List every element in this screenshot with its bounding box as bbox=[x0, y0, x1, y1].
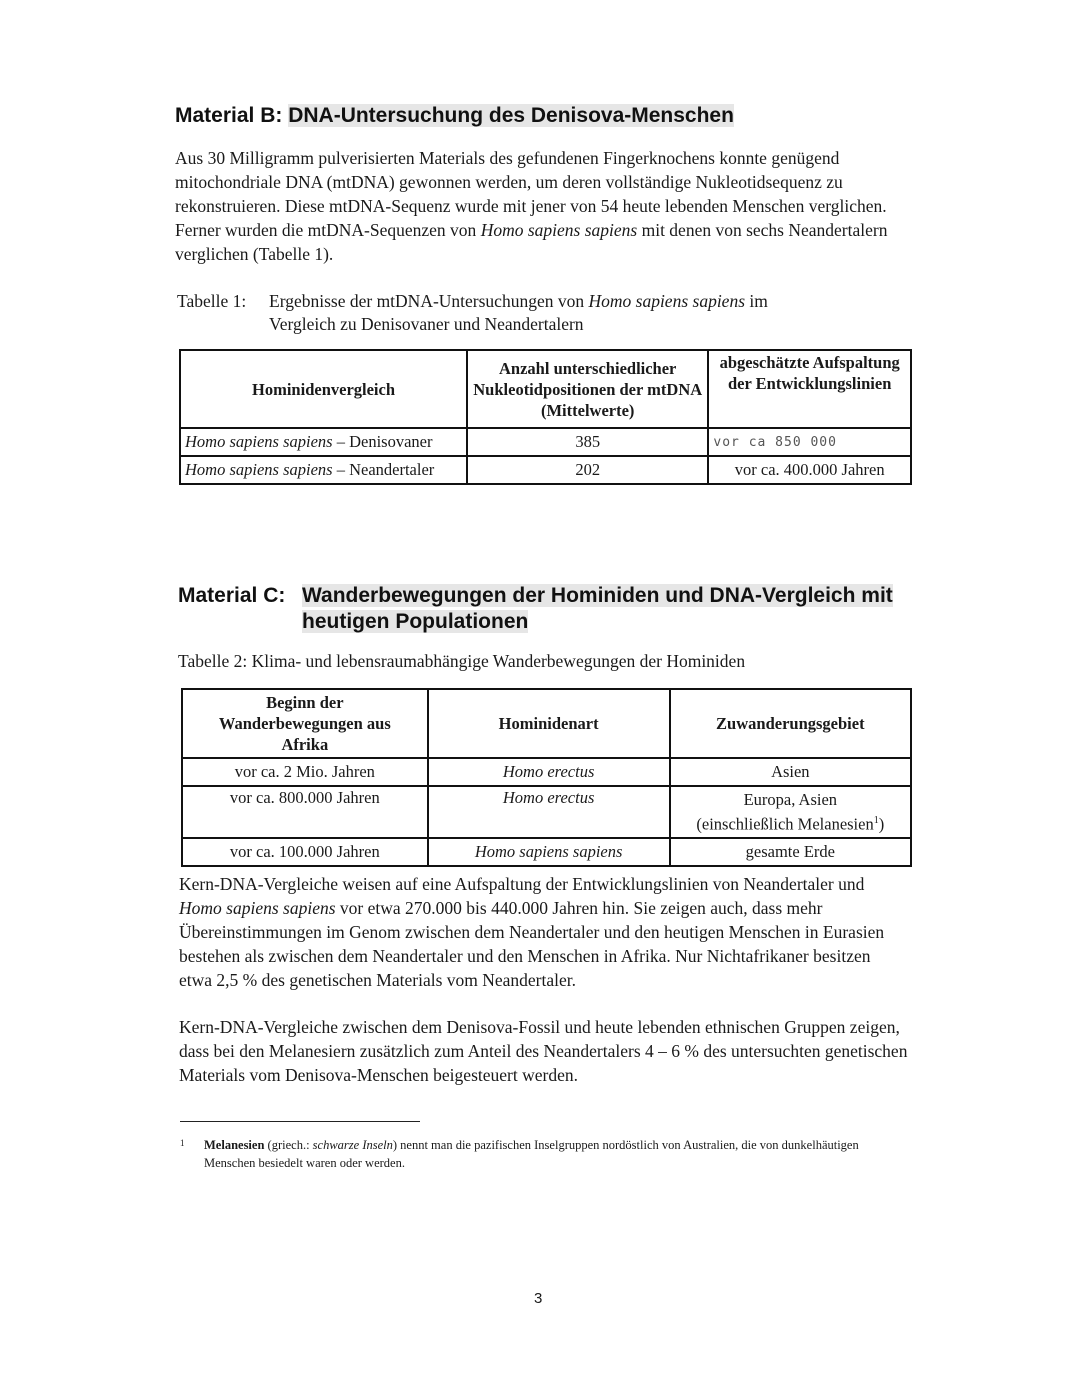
species-name: Homo sapiens sapiens bbox=[185, 432, 333, 451]
table-row bbox=[180, 456, 911, 484]
footnote bbox=[180, 1136, 900, 1172]
footnote-text bbox=[180, 1136, 900, 1172]
table-cell bbox=[670, 786, 911, 838]
table-2-header: Hominidenart bbox=[428, 689, 670, 758]
paragraph-text: Aus 30 Milligramm pulverisierten Materials des gefundenen Fingerknochens konnte genügend mitochondriale DNA (mtDNA) gewonnen werden, um deren vollständige Nukleotidsequenz zu rekonstruieren. Diese mtDNA-Sequenz wurde mit jener von 54 heute lebenden Menschen verglichen. Ferner wurden die mtDNA-Sequenzen von bbox=[175, 148, 887, 240]
partner-name: – Denisovaner bbox=[332, 432, 433, 451]
table-1-caption bbox=[177, 290, 897, 336]
material-b-heading bbox=[175, 103, 734, 128]
table-cell bbox=[180, 428, 467, 456]
table-1-header: Hominidenvergleich bbox=[180, 350, 467, 428]
material-c-paragraph-2: Kern-DNA-Vergleiche zwischen dem Denisova-Fossil und heute lebenden ethnischen Gruppen zeigen, dass bei den Melanesiern zusätzlich zum Anteil des Neandertalers 4 – 6 % des untersuchten genetischen Materials vom Denisova-Menschen beigesteuert werden. bbox=[179, 1017, 908, 1085]
area-line-2 bbox=[675, 810, 906, 835]
table-row bbox=[180, 428, 911, 456]
caption-species: Homo sapiens sapiens bbox=[588, 291, 746, 311]
species-name: Homo sapiens sapiens bbox=[185, 460, 333, 479]
paragraph-text: mit denen von sechs Neandertalern verglichen (Tabelle 1). bbox=[175, 220, 888, 264]
material-c-title-line-1: Wanderbewegungen der Hominiden und DNA-Vergleich mit bbox=[302, 584, 893, 607]
table-2 bbox=[181, 688, 912, 867]
table-row bbox=[182, 758, 911, 786]
caption-text: Ergebnisse der mtDNA-Untersuchungen von bbox=[269, 291, 589, 311]
species-name: Homo sapiens sapiens bbox=[474, 842, 623, 861]
paragraph-text: Kern-DNA-Vergleiche weisen auf eine Aufspaltung der Entwicklungslinien von Neandertaler und bbox=[179, 874, 865, 894]
table-cell bbox=[428, 786, 670, 838]
paragraph-text: vor etwa 270.000 bis 440.000 Jahren hin. Sie zeigen auch, dass mehr Übereinstimmungen im Genom zwischen dem Neandertaler und den heutigen Menschen in Eurasien bestehen als zwischen dem Neandertaler und den Menschen in Afrika. Nur Nichtafrikaner besitzen etwa 2,5 % des genetischen Materials vom Neandertaler. bbox=[179, 898, 885, 990]
material-c-heading bbox=[178, 583, 893, 608]
material-b-label: Material B: bbox=[175, 104, 283, 127]
table-2-header-row bbox=[182, 689, 911, 758]
table-cell: 385 bbox=[467, 428, 708, 456]
footnote-reference: 1 bbox=[873, 815, 879, 827]
material-c-title-line-2: heutigen Populationen bbox=[302, 610, 529, 633]
footnote-mark: 1 bbox=[180, 1138, 185, 1148]
table-cell bbox=[428, 758, 670, 786]
caption-line-2: Vergleich zu Denisovaner und Neandertalern bbox=[269, 314, 584, 334]
table-row bbox=[182, 786, 911, 838]
table-cell: gesamte Erde bbox=[670, 838, 911, 866]
footnote-divider bbox=[180, 1121, 420, 1122]
material-b-paragraph bbox=[175, 146, 915, 266]
table-cell: vor ca. 100.000 Jahren bbox=[182, 838, 428, 866]
area-text: (einschließlich Melanesien bbox=[696, 814, 874, 834]
paragraph-species: Homo sapiens sapiens bbox=[480, 220, 638, 240]
table-cell bbox=[180, 456, 467, 484]
table-cell: vor ca. 2 Mio. Jahren bbox=[182, 758, 428, 786]
table-1 bbox=[179, 349, 912, 485]
material-c-label: Material C: bbox=[178, 584, 286, 607]
table-2-caption: Tabelle 2: Klima- und lebensraumabhängige Wanderbewegungen der Hominiden bbox=[178, 651, 746, 671]
table-1-header: abgeschätzte Aufspaltung der Entwicklungslinien bbox=[708, 350, 911, 428]
footnote-term: Melanesien bbox=[204, 1138, 265, 1152]
table-cell: vor ca. 400.000 Jahren bbox=[708, 456, 911, 484]
table-cell: vor ca. 800.000 Jahren bbox=[182, 786, 428, 838]
partner-name: – Neandertaler bbox=[332, 460, 435, 479]
table-cell bbox=[428, 838, 670, 866]
species-name: Homo erectus bbox=[502, 762, 595, 781]
footnote-part: (griech.: bbox=[264, 1138, 313, 1152]
material-b-title: DNA-Untersuchung des Denisova-Menschen bbox=[288, 104, 734, 127]
material-c-paragraph-1 bbox=[179, 872, 901, 992]
handwritten-entry: vor ca 850 000 bbox=[708, 428, 911, 456]
table-2-header: Zuwanderungsgebiet bbox=[670, 689, 911, 758]
table-cell: Asien bbox=[670, 758, 911, 786]
table-row bbox=[182, 838, 911, 866]
material-c-heading-line-2 bbox=[302, 609, 528, 634]
table-1-header-row bbox=[180, 350, 911, 428]
table-1-label: Tabelle 1: bbox=[177, 291, 247, 311]
paragraph-species: Homo sapiens sapiens bbox=[179, 898, 336, 918]
area-text: ) bbox=[878, 814, 885, 834]
species-name: Homo erectus bbox=[502, 788, 595, 807]
table-cell: 202 bbox=[467, 456, 708, 484]
table-2-header: Beginn der Wanderbewegungen aus Afrika bbox=[182, 689, 428, 758]
table-1-header: Anzahl unterschiedlicher Nukleotidpositionen der mtDNA (Mittelwerte) bbox=[467, 350, 708, 428]
footnote-part: ) nennt man die pazifischen Inselgruppen nordöstlich von Australien, die von dunkelhäutigen Menschen besiedelt waren oder werden. bbox=[204, 1138, 859, 1170]
area-line-1: Europa, Asien bbox=[743, 790, 838, 810]
footnote-translation: schwarze Inseln bbox=[312, 1138, 393, 1152]
caption-text: im bbox=[745, 291, 768, 311]
page-number: 3 bbox=[534, 1290, 543, 1307]
